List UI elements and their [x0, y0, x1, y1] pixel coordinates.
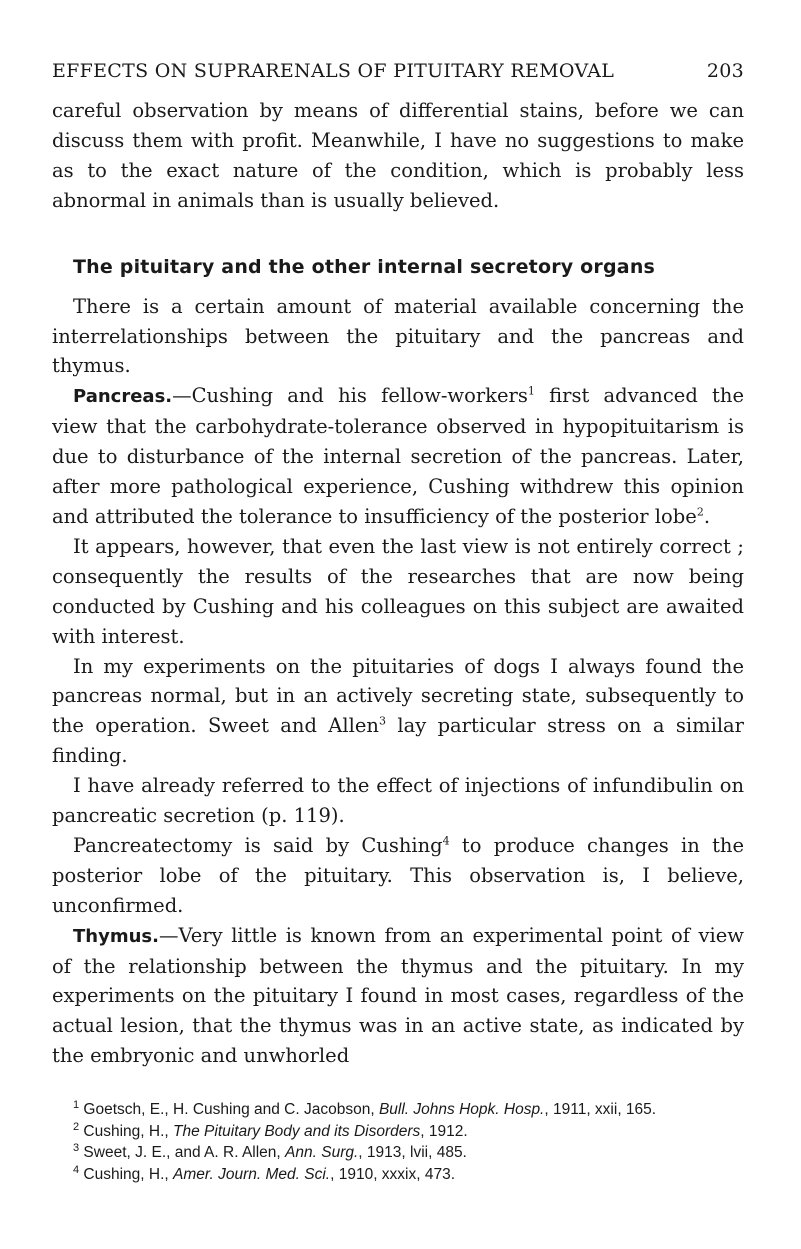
footnotes [52, 1099, 744, 1185]
footnote [52, 1142, 744, 1164]
pancreas-runin-heading: Pancreas. [73, 386, 173, 408]
thymus-runin-heading: Thymus. [73, 925, 159, 947]
footnote-journal: Amer. Journ. Med. Sci. [173, 1165, 331, 1183]
footnote [52, 1099, 744, 1121]
pancreas-text-a: —Cushing and his fellow-workers [172, 384, 528, 408]
footnote [52, 1164, 744, 1186]
footnote-ref-3: 3 [378, 714, 386, 728]
pancreas-paragraph [52, 381, 744, 532]
footnote-volume: , 1911, xxii, 165. [544, 1101, 657, 1119]
pancreatectomy-text-a: Pancreatectomy is said by Cushing [73, 833, 443, 857]
pancreas-text-c: . [703, 504, 711, 528]
interrelations-paragraph: There is a certain amount of material available concerning the interrelationships between the pituitary and the pancreas and thymus. [52, 294, 744, 378]
footnote-volume: , 1913, lvii, 485. [358, 1144, 467, 1162]
footnote-number: 1 [73, 1099, 80, 1112]
body-text [52, 96, 744, 1071]
pancreatectomy-text-b: to produce changes in the posterior lobe of the pituitary. This observation is, I believe, unconfirmed. [52, 833, 744, 917]
footnote-journal: The Pituitary Body and its Disorders [173, 1122, 421, 1140]
pancreatectomy-paragraph [52, 831, 744, 921]
footnote-journal: Bull. Johns Hopk. Hosp. [378, 1101, 545, 1119]
pancreas-text-b: first advanced the view that the carbohydrate-tolerance observed in hypopituitarism is due to disturbance of the internal secretion of the pancreas. Later, after more pathological experience, Cushing withdrew this opinion and attributed the tolerance to insufficiency of the posterior lobe [52, 384, 744, 528]
running-head [52, 60, 744, 96]
intro-paragraph: careful observation by means of differential stains, before we can discuss them with profit. Meanwhile, I have no suggestions to make as to the exact nature of the condition, which is probably less abnormal in animals than is usually believed. [52, 99, 744, 212]
page-number: 203 [706, 60, 744, 82]
section-heading: The pituitary and the other internal secretory organs [73, 255, 656, 278]
footnote-number: 3 [73, 1142, 80, 1155]
running-title: EFFECTS ON SUPRARENALS OF PITUITARY REMOVAL [52, 60, 615, 82]
experiments-paragraph [52, 652, 744, 772]
injections-paragraph: I have already referred to the effect of injections of infundibulin on pancreatic secretion (p. 119). [52, 774, 744, 828]
thymus-text: —Very little is known from an experimental point of view of the relationship between the thymus and the pituitary. In my experiments on the pituitary I found in most cases, regardless of the actual lesion, that the thymus was in an active state, as indicated by the embryonic and unwhorled [52, 923, 744, 1068]
footnote-number: 4 [73, 1163, 80, 1176]
footnote-ref-2: 2 [696, 505, 704, 519]
footnote-citation: Goetsch, E., H. Cushing and C. Jacobson, [79, 1101, 379, 1119]
footnote-ref-4: 4 [442, 834, 450, 848]
footnote-citation: Cushing, H., [79, 1165, 174, 1183]
footnote-citation: Cushing, H., [79, 1122, 174, 1140]
footnote-ref-1: 1 [527, 384, 535, 398]
footnote [52, 1121, 744, 1143]
thymus-paragraph [52, 921, 744, 1072]
footnote-volume: , 1912. [420, 1122, 468, 1140]
footnote-number: 2 [73, 1120, 80, 1133]
footnote-volume: , 1910, xxxix, 473. [330, 1165, 456, 1183]
appears-paragraph: It appears, however, that even the last view is not entirely correct ; consequently the results of the researches that are now being conducted by Cushing and his colleagues on this subject are awaited with interest. [52, 534, 744, 648]
footnote-journal: Ann. Surg. [285, 1144, 359, 1162]
footnote-citation: Sweet, J. E., and A. R. Allen, [79, 1144, 286, 1162]
experiments-text-b: lay particular stress on a similar finding. [52, 714, 744, 768]
experiments-text-a: In my experiments on the pituitaries of dogs I always found the pancreas normal, but in an actively secreting state, subsequently to the operation. Sweet and Allen [52, 654, 744, 738]
